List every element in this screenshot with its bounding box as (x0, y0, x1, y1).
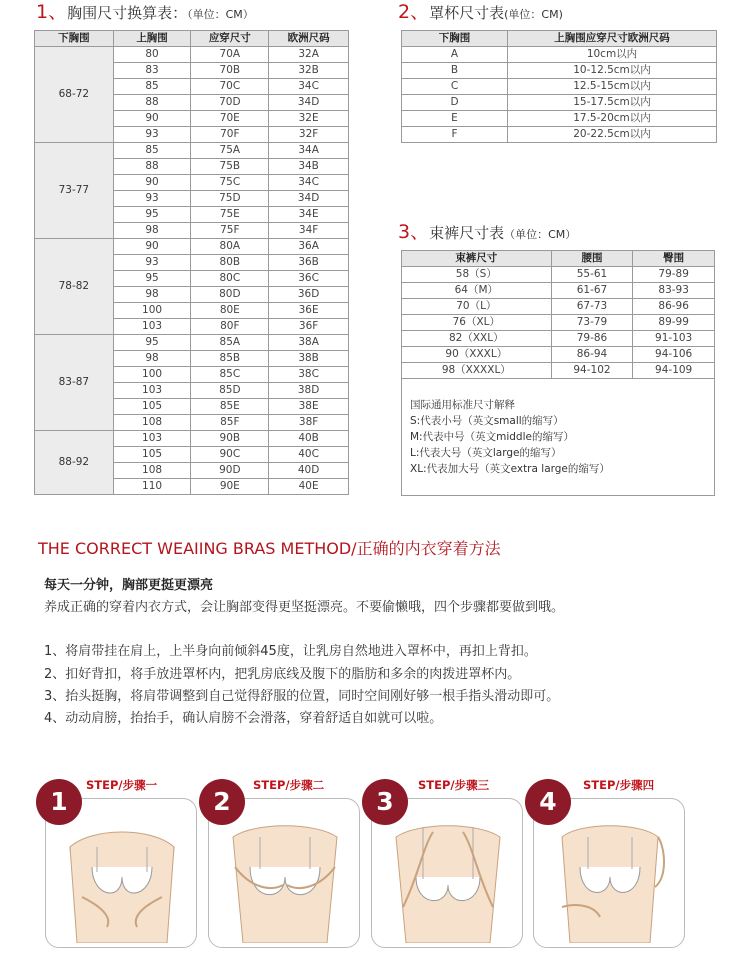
cup-size-table (401, 30, 717, 143)
bust-table-cell: 90D (191, 463, 269, 479)
bust-table-cell: 36F (269, 319, 349, 335)
bust-table-cell: 34E (269, 207, 349, 223)
pants-table-cell: 98（XXXXL） (402, 363, 552, 379)
bust-table-cell: 40E (269, 479, 349, 495)
bust-table-cell: 70F (191, 127, 269, 143)
bust-table-cell: 32B (269, 63, 349, 79)
pants-table-row (402, 347, 715, 363)
step-3-label: STEP/步骤三 (418, 778, 490, 792)
pants-table-row (402, 283, 715, 299)
bust-table-cell: 36D (269, 287, 349, 303)
cup-table-cell: A (402, 47, 508, 63)
pants-table-row (402, 363, 715, 379)
underbust-range: 68-72 (35, 47, 114, 143)
pants-table-row (402, 299, 715, 315)
bust-table-cell: 100 (113, 367, 191, 383)
bust-table-cell: 90 (113, 239, 191, 255)
bust-table-header: 下胸围 (35, 31, 114, 47)
bust-table-cell: 103 (113, 383, 191, 399)
pants-table-row (402, 315, 715, 331)
cup-table-cell: B (402, 63, 508, 79)
bust-table-cell: 34A (269, 143, 349, 159)
step-4-label: STEP/步骤四 (583, 778, 655, 792)
pants-table-cell: 61-67 (551, 283, 633, 299)
step-4-badge: 4 (525, 779, 571, 825)
cup-table-cell: 12.5-15cm以内 (508, 79, 717, 95)
bust-table-cell: 36E (269, 303, 349, 319)
pants-table-cell: 86-96 (633, 299, 715, 315)
bust-table-cell: 103 (113, 319, 191, 335)
pants-table-cell: 90（XXXL） (402, 347, 552, 363)
bust-table-cell: 85C (191, 367, 269, 383)
bust-table-cell: 85 (113, 143, 191, 159)
bust-table-cell: 108 (113, 463, 191, 479)
method-title: THE CORRECT WEAIING BRAS METHOD/正确的内衣穿着方法 (38, 539, 501, 558)
bust-table-cell: 88 (113, 159, 191, 175)
bust-table-cell: 36C (269, 271, 349, 287)
pants-table-cell: 79-89 (633, 267, 715, 283)
underbust-range: 73-77 (35, 143, 114, 239)
bust-table-cell: 34C (269, 79, 349, 95)
bust-table-cell: 40C (269, 447, 349, 463)
cup-table-cell: F (402, 127, 508, 143)
bust-table-row (35, 431, 349, 447)
pants-table-cell: 67-73 (551, 299, 633, 315)
pants-table-cell: 58（S） (402, 267, 552, 283)
pants-table-header: 束裤尺寸 (402, 251, 552, 267)
bust-table-cell: 34B (269, 159, 349, 175)
bust-table-cell: 90B (191, 431, 269, 447)
bust-table-cell: 34D (269, 95, 349, 111)
pants-table-header: 腰围 (551, 251, 633, 267)
bust-table-cell: 80E (191, 303, 269, 319)
bust-table-cell: 80F (191, 319, 269, 335)
bust-table-cell: 36A (269, 239, 349, 255)
bust-table-cell: 38C (269, 367, 349, 383)
bust-table-cell: 110 (113, 479, 191, 495)
bust-table-cell: 105 (113, 399, 191, 415)
size-note-line: XL:代表加大号（英文extra large的缩写） (410, 463, 610, 475)
bust-table-cell: 70C (191, 79, 269, 95)
method-step-3: 3、抬头挺胸，将肩带调整到自己觉得舒服的位置，同时空间刚好够一根手指头滑动即可。 (44, 689, 560, 704)
cup-table-cell: 10cm以内 (508, 47, 717, 63)
step-1-illustration (52, 807, 192, 943)
cup-table-heading: 2、罩杯尺寸表(单位：CM) (398, 1, 563, 23)
pants-table-cell: 79-86 (551, 331, 633, 347)
cup-table-header: 下胸围 (402, 31, 508, 47)
bust-table-cell: 36B (269, 255, 349, 271)
cup-table-row (402, 95, 717, 111)
bust-table-cell: 98 (113, 287, 191, 303)
bust-table-cell: 34C (269, 175, 349, 191)
pants-table-cell: 86-94 (551, 347, 633, 363)
cup-table-cell: 17.5-20cm以内 (508, 111, 717, 127)
bust-table-cell: 32F (269, 127, 349, 143)
bust-table-cell: 88 (113, 95, 191, 111)
step-4-illustration (540, 807, 680, 943)
bust-table-cell: 95 (113, 335, 191, 351)
bust-table-cell: 75C (191, 175, 269, 191)
bust-table-header: 上胸围 (113, 31, 191, 47)
bust-table-cell: 70D (191, 95, 269, 111)
bust-table-cell: 85 (113, 79, 191, 95)
bust-table-cell: 100 (113, 303, 191, 319)
step-1-badge: 1 (36, 779, 82, 825)
method-step-4: 4、动动肩膀，抬抬手，确认肩膀不会滑落，穿着舒适自如就可以啦。 (44, 711, 443, 726)
cup-table-cell: 10-12.5cm以内 (508, 63, 717, 79)
bust-table-cell: 38D (269, 383, 349, 399)
cup-table-row (402, 63, 717, 79)
pants-table-cell: 89-99 (633, 315, 715, 331)
bust-table-row (35, 335, 349, 351)
bust-table-cell: 70A (191, 47, 269, 63)
cup-table-header: 上胸围应穿尺寸欧洲尺码 (508, 31, 717, 47)
bust-table-heading: 1、胸围尺寸换算表：（单位：CM） (36, 1, 254, 23)
bust-table-cell: 85B (191, 351, 269, 367)
pants-table-cell: 94-109 (633, 363, 715, 379)
bust-table-cell: 80C (191, 271, 269, 287)
bust-table-cell: 38F (269, 415, 349, 431)
bust-table-cell: 80 (113, 47, 191, 63)
cup-table-cell: D (402, 95, 508, 111)
cup-table-cell: C (402, 79, 508, 95)
bust-table-cell: 98 (113, 351, 191, 367)
bust-table-cell: 93 (113, 127, 191, 143)
size-note-title: 国际通用标准尺寸解释 (410, 399, 515, 411)
cup-table-row (402, 79, 717, 95)
bust-table-cell: 90 (113, 175, 191, 191)
bust-table-cell: 80A (191, 239, 269, 255)
step-2-badge: 2 (199, 779, 245, 825)
bust-table-row (35, 143, 349, 159)
bust-table-cell: 75A (191, 143, 269, 159)
bust-table-row (35, 47, 349, 63)
pants-table-cell: 94-106 (633, 347, 715, 363)
pants-table-cell: 94-102 (551, 363, 633, 379)
step-2-label: STEP/步骤二 (253, 778, 325, 792)
bust-table-header: 欧洲尺码 (269, 31, 349, 47)
cup-table-row (402, 47, 717, 63)
cup-table-cell: 15-17.5cm以内 (508, 95, 717, 111)
pants-table-cell: 70（L） (402, 299, 552, 315)
pants-table-cell: 73-79 (551, 315, 633, 331)
bust-table-cell: 38E (269, 399, 349, 415)
bust-table-row (35, 239, 349, 255)
method-lead: 养成正确的穿着内衣方式，会让胸部变得更坚挺漂亮。不要偷懒哦，四个步骤都要做到哦。 (44, 600, 565, 615)
size-note-line: L:代表大号（英文large的缩写） (410, 447, 562, 459)
bust-table-cell: 75D (191, 191, 269, 207)
underbust-range: 88-92 (35, 431, 114, 495)
bust-table-cell: 85F (191, 415, 269, 431)
pants-table-cell: 83-93 (633, 283, 715, 299)
step-1-label: STEP/步骤一 (86, 778, 158, 792)
cup-table-row (402, 111, 717, 127)
pants-table-row (402, 267, 715, 283)
bust-table-cell: 83 (113, 63, 191, 79)
bust-table-cell: 103 (113, 431, 191, 447)
bust-table-cell: 95 (113, 207, 191, 223)
bust-size-table (34, 30, 349, 495)
bust-table-cell: 38A (269, 335, 349, 351)
bust-table-cell: 85D (191, 383, 269, 399)
bust-table-cell: 32E (269, 111, 349, 127)
underbust-range: 83-87 (35, 335, 114, 431)
bust-table-cell: 95 (113, 271, 191, 287)
pants-table-header: 臀围 (633, 251, 715, 267)
method-step-1: 1、将肩带挂在肩上，上半身向前倾斜45度，让乳房自然地进入罩杯中，再扣上背扣。 (44, 644, 537, 659)
pants-table-cell: 76（XL） (402, 315, 552, 331)
bust-table-cell: 75F (191, 223, 269, 239)
pants-table-row (402, 331, 715, 347)
pants-table-cell: 82（XXL） (402, 331, 552, 347)
bust-table-cell: 32A (269, 47, 349, 63)
bust-table-cell: 70E (191, 111, 269, 127)
pants-table-cell: 64（M） (402, 283, 552, 299)
bust-table-cell: 75B (191, 159, 269, 175)
cup-table-cell: 20-22.5cm以内 (508, 127, 717, 143)
bust-table-cell: 90E (191, 479, 269, 495)
bust-table-cell: 34D (269, 191, 349, 207)
pants-table-cell: 55-61 (551, 267, 633, 283)
step-2-illustration (215, 807, 355, 943)
bust-table-cell: 70B (191, 63, 269, 79)
bust-table-cell: 98 (113, 223, 191, 239)
underbust-range: 78-82 (35, 239, 114, 335)
bust-table-cell: 108 (113, 415, 191, 431)
cup-table-cell: E (402, 111, 508, 127)
bust-table-header: 应穿尺寸 (191, 31, 269, 47)
bust-table-cell: 40D (269, 463, 349, 479)
bust-table-cell: 93 (113, 255, 191, 271)
bust-table-cell: 80D (191, 287, 269, 303)
pants-size-table (401, 250, 715, 379)
bust-table-cell: 40B (269, 431, 349, 447)
bust-table-cell: 90 (113, 111, 191, 127)
size-note-line: M:代表中号（英文middle的缩写） (410, 431, 574, 443)
bust-table-cell: 80B (191, 255, 269, 271)
bust-table-cell: 85E (191, 399, 269, 415)
size-note-line: S:代表小号（英文small的缩写） (410, 415, 564, 427)
step-3-badge: 3 (362, 779, 408, 825)
bust-table-cell: 85A (191, 335, 269, 351)
bust-table-cell: 38B (269, 351, 349, 367)
bust-table-cell: 90C (191, 447, 269, 463)
pants-table-cell: 91-103 (633, 331, 715, 347)
bust-table-cell: 34F (269, 223, 349, 239)
bust-table-cell: 105 (113, 447, 191, 463)
bust-table-cell: 75E (191, 207, 269, 223)
method-step-2: 2、扣好背扣，将手放进罩杯内，把乳房底线及腹下的脂肪和多余的肉拨进罩杯内。 (44, 667, 521, 682)
size-note (401, 379, 715, 496)
method-lead-bold: 每天一分钟，胸部更挺更漂亮 (44, 578, 214, 593)
pants-table-heading: 3、束裤尺寸表（单位：CM） (398, 221, 577, 243)
step-3-illustration (378, 807, 518, 943)
bust-table-cell: 93 (113, 191, 191, 207)
cup-table-row (402, 127, 717, 143)
